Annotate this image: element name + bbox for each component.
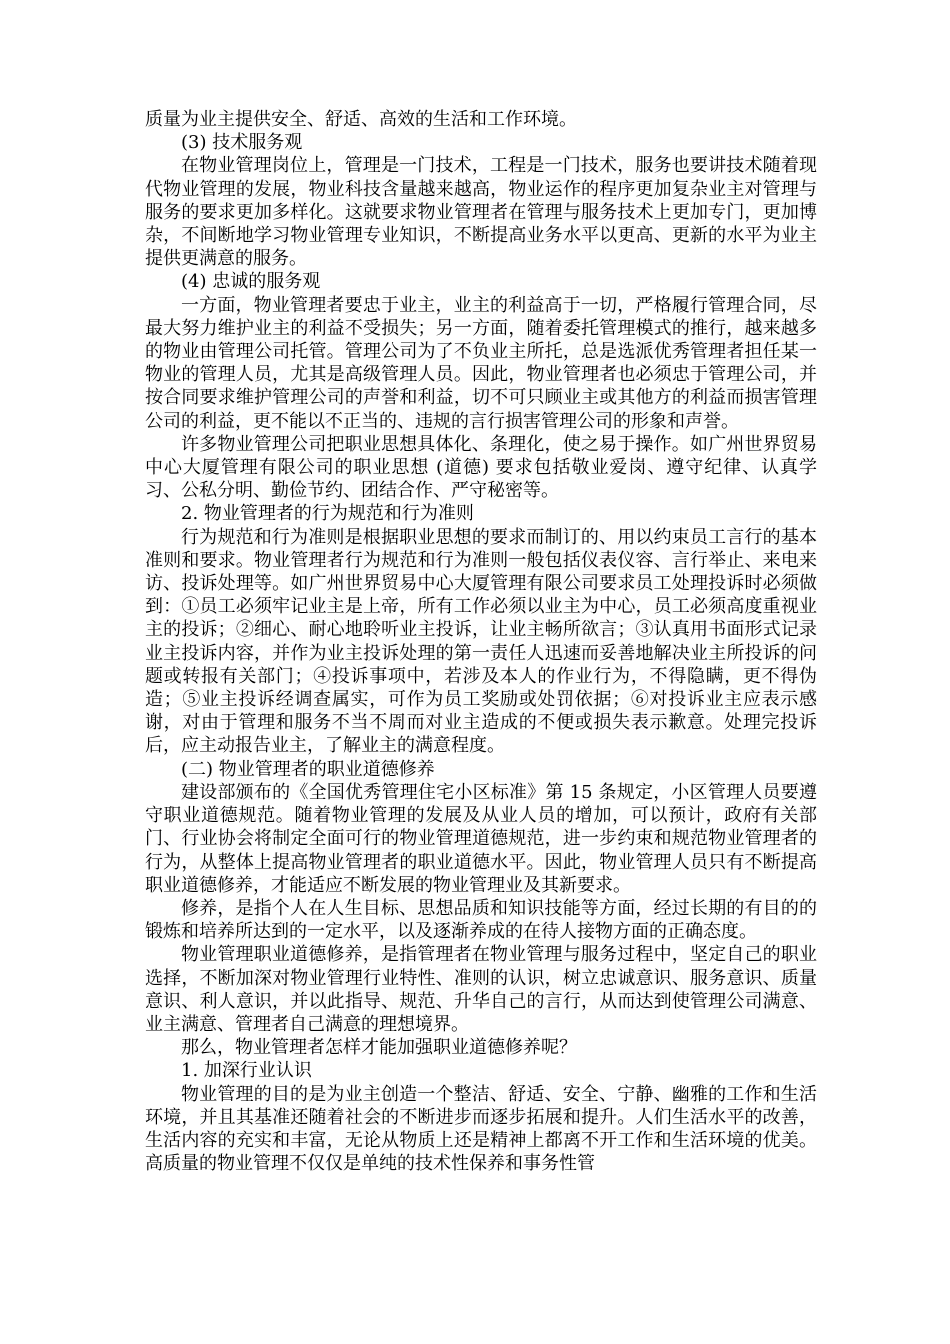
paragraph-5: 许多物业管理公司把职业思想具体化、条理化，使之易于操作。如广州世界贸易中心大厦管理有限公司的职业思想 (道德) 要求包括敬业爱岗、遵守纪律、认真学习、公私分明、勤俭节约、团结合作、严守秘密等。 (145, 433, 817, 502)
paragraph-9: 建设部颁布的《全国优秀管理住宅小区标准》第 15 条规定，小区管理人员要遵守职业道德规范。随着物业管理的发展及从业人员的增加，可以预计，政府有关部门、行业协会将制定全面可行的物业管理道德规范，进一步约束和规范物业管理者的行为，从整体上提高物业管理者的职业道德水平。因此，物业管理人员只有不断提高职业道德修养，才能适应不断发展的物业管理业及其新要求。 (145, 781, 817, 896)
document-page (145, 108, 817, 1175)
heading-loyal-service-view: (4) 忠诚的服务观 (181, 271, 321, 293)
paragraph-12: 那么，物业管理者怎样才能加强职业道德修养呢？ (181, 1037, 577, 1059)
paragraph-4: 一方面，物业管理者要忠于业主，业主的利益高于一切，严格履行管理合同，尽最大努力维护业主的利益不受损失；另一方面，随着委托管理模式的推行，越来越多的物业由管理公司托管。管理公司为了不负业主所托，总是选派优秀管理者担任某一物业的管理人员，尤其是高级管理人员。因此，物业管理者也必须忠于管理公司，并按合同要求维护管理公司的声誉和利益，切不可只顾业主或其他方的利益而损害管理公司的利益，更不能以不正当的、违规的言行损害管理公司的形象和声誉。 (145, 294, 817, 432)
heading-industry-understanding: 1. 加深行业认识 (181, 1060, 312, 1082)
paragraph-14: 物业管理的目的是为业主创造一个整洁、舒适、安全、宁静、幽雅的工作和生活环境，并且其基准还随着社会的不断进步而逐步拓展和提升。人们生活水平的改善，生活内容的充实和丰富，无论从物质上还是精神上都离不开工作和生活环境的优美。高质量的物业管理不仅仅是单纯的技术性保养和事务性管 (145, 1083, 817, 1175)
paragraph-7: 行为规范和行为准则是根据职业思想的要求而制订的、用以约束员工言行的基本准则和要求。物业管理者行为规范和行为准则一般包括仪表仪容、言行举止、来电来访、投诉处理等。如广州世界贸易中心大厦管理有限公司要求员工处理投诉时必须做到：①员工必须牢记业主是上帝，所有工作必须以业主为中心，员工必须高度重视业主的投诉；②细心、耐心地聆听业主投诉，让业主畅所欲言；③认真用书面形式记录业主投诉内容，并作为业主投诉处理的第一责任人迅速而妥善地解决业主所投诉的问题或转报有关部门；④投诉事项中，若涉及本人的作业行为，不得隐瞒，更不得伪造；⑤业主投诉经调查属实，可作为员工奖励或处罚依据；⑥对投诉业主应表示感谢，对由于管理和服务不当不周而对业主造成的不便或损失表示歉意。处理完投诉后，应主动报告业主，了解业主的满意程度。 (145, 526, 817, 757)
heading-professional-ethics: (二) 物业管理者的职业道德修养 (181, 758, 435, 780)
heading-behavior-norms: 2. 物业管理者的行为规范和行为准则 (181, 503, 474, 525)
heading-technical-service-view: (3) 技术服务观 (181, 132, 303, 154)
paragraph-10: 修养，是指个人在人生目标、思想品质和知识技能等方面，经过长期的有目的的锻炼和培养所达到的一定水平，以及逐渐养成的在待人接物方面的正确态度。 (145, 897, 817, 943)
paragraph-2: 在物业管理岗位上，管理是一门技术，工程是一门技术，服务也要讲技术随着现代物业管理的发展，物业科技含量越来越高，物业运作的程序更加复杂业主对管理与服务的要求更加多样化。这就要求物业管理者在管理与服务技术上更加专门，更加博杂，不间断地学习物业管理专业知识，不断提高业务水平以更高、更新的水平为业主提供更满意的服务。 (145, 155, 817, 270)
paragraph-0: 质量为业主提供安全、舒适、高效的生活和工作环境。 (145, 109, 577, 130)
paragraph-11: 物业管理职业道德修养，是指管理者在物业管理与服务过程中，坚定自己的职业选择，不断加深对物业管理行业特性、准则的认识，树立忠诚意识、服务意识、质量意识、利人意识，并以此指导、规范、升华自己的言行，从而达到使管理公司满意、业主满意、管理者自己满意的理想境界。 (145, 944, 817, 1035)
